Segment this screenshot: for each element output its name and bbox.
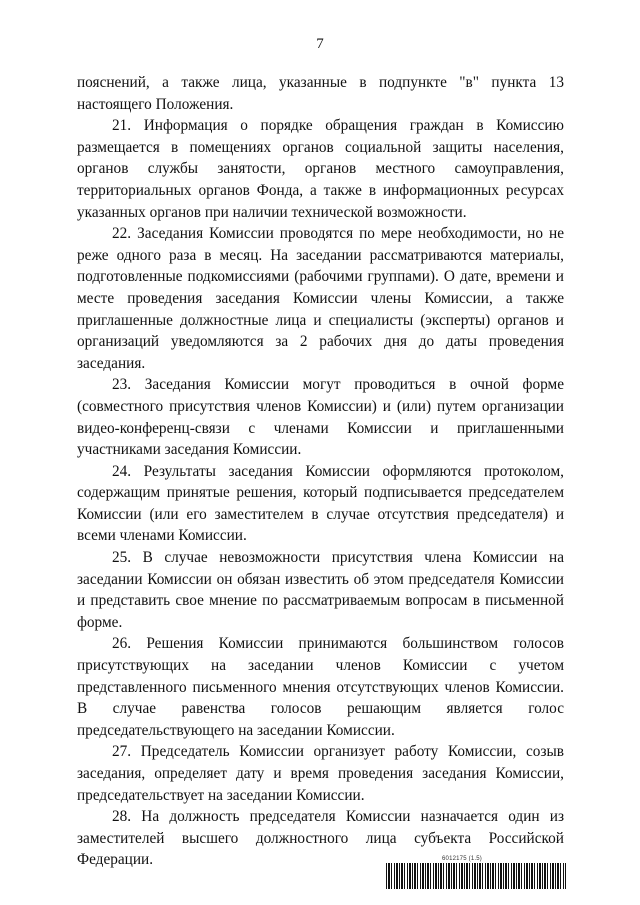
- paragraph-26: 26. Решения Комиссии принимаются большинством голосов присутствующих на заседании членов Комиссии с учетом представленного письменного мнения отсутствующих членов Комиссии. В случае равенства голосов решающим является голос председательствующего на заседании Комиссии.: [77, 635, 564, 739]
- barcode-image: [386, 863, 566, 889]
- paragraph-23: 23. Заседания Комиссии могут проводиться в очной форме (совместного присутствия членов Комиссии) и (или) путем организации видео-конференц-связи с членами Комиссии и приглашенными участниками заседания Комиссии.: [77, 376, 564, 459]
- paragraph-continuation: пояснений, а также лица, указанные в подпункте "в" пункта 13 настоящего Положения.: [77, 74, 564, 113]
- page-number: 7: [316, 36, 324, 52]
- paragraph-27: 27. Председатель Комиссии организует работу Комиссии, созыв заседания, определяет дату и время проведения заседания Комиссии, председательствует на заседании Комиссии.: [77, 743, 564, 804]
- document-barcode-block: [386, 856, 566, 889]
- paragraph-28: 28. На должность председателя Комиссии назначается один из заместителей высшего должностного лица субъекта Российской Федерации.: [77, 808, 564, 869]
- barcode-caption: 6012175 (1.5): [442, 856, 482, 862]
- paragraph-22: 22. Заседания Комиссии проводятся по мере необходимости, но не реже одного раза в месяц. На заседании рассматриваются материалы, подготовленные подкомиссиями (рабочими группами). О дате, времени и месте проведения заседания Комиссии члены Комиссии, а также приглашенные должностные лица и специалисты (эксперты) органов и организаций уведомляются за 2 рабочих дня до даты проведения заседания.: [77, 225, 564, 372]
- paragraph-21: 21. Информация о порядке обращения граждан в Комиссию размещается в помещениях органов социальной защиты населения, органов службы занятости, органов местного самоуправления, территориальных органов Фонда, а также в информационных ресурсах указанных органов при наличии технической возможности.: [77, 117, 564, 221]
- paragraph-24: 24. Результаты заседания Комиссии оформляются протоколом, содержащим принятые решения, который подписывается председателем Комиссии (или его заместителем в случае отсутствия председателя) и всеми членами Комиссии.: [77, 462, 564, 545]
- document-body: [77, 72, 564, 871]
- paragraph-25: 25. В случае невозможности присутствия члена Комиссии на заседании Комиссии он обязан известить об этом председателя Комиссии и представить свое мнение по рассматриваемым вопросам в письменной форме.: [77, 549, 564, 631]
